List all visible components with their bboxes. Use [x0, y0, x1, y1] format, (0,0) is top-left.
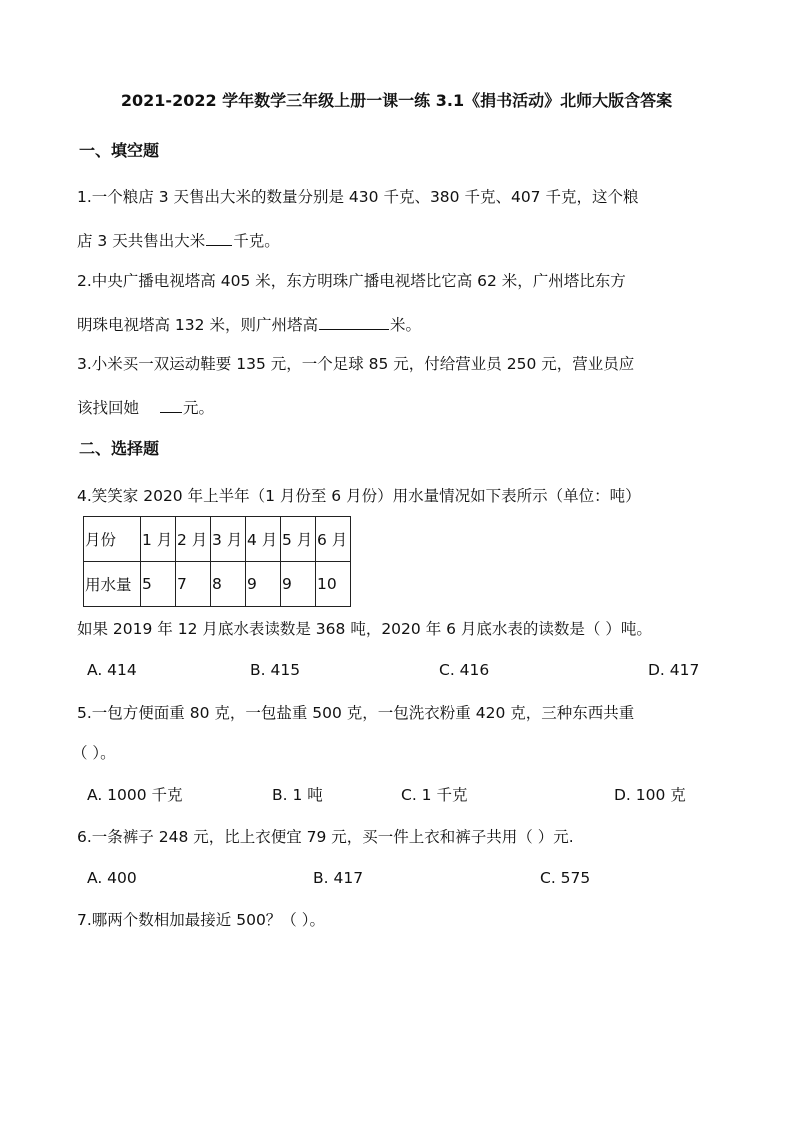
- table-cell: 5: [141, 562, 176, 607]
- table-cell: 7: [176, 562, 211, 607]
- q5-option-b[interactable]: B. 1 吨: [272, 786, 323, 804]
- table-cell: 8: [211, 562, 246, 607]
- question-3-line-2: [77, 396, 214, 418]
- table-cell: 10: [316, 562, 351, 607]
- question-3-text-after-blank: 元。: [183, 399, 215, 417]
- question-2-text-before-blank: 明珠电视塔高 132 米，则广州塔高: [77, 316, 318, 334]
- question-1-text-before-blank: 店 3 天共售出大米: [77, 232, 206, 250]
- answer-blank-3[interactable]: [160, 396, 182, 413]
- question-2-line-2: [77, 313, 421, 335]
- table-header-row: [84, 517, 351, 562]
- question-5-line-1: 5.一包方便面重 80 克，一包盐重 500 克，一包洗衣粉重 420 克，三种东西共重: [77, 704, 635, 722]
- table-cell: 1 月: [141, 517, 176, 562]
- table-cell: 2 月: [176, 517, 211, 562]
- section-multiple-choice-heading: 二、选择题: [79, 439, 160, 458]
- question-2-text-after-blank: 米。: [389, 316, 421, 334]
- table-cell: 6 月: [316, 517, 351, 562]
- q6-option-c[interactable]: C. 575: [540, 869, 591, 887]
- table-cell: 9: [281, 562, 316, 607]
- question-4-question: 如果 2019 年 12 月底水表读数是 368 吨，2020 年 6 月底水表的读数是（ ）吨。: [77, 620, 652, 638]
- q4-option-b[interactable]: B. 415: [250, 661, 301, 679]
- q5-option-c[interactable]: C. 1 千克: [401, 786, 468, 804]
- table-cell: 3 月: [211, 517, 246, 562]
- q4-option-d[interactable]: D. 417: [648, 661, 700, 679]
- table-cell: 9: [246, 562, 281, 607]
- water-usage-table: [83, 516, 351, 607]
- q5-option-d[interactable]: D. 100 克: [614, 786, 686, 804]
- question-2-line-1: 2.中央广播电视塔高 405 米，东方明珠广播电视塔比它高 62 米，广州塔比东方: [77, 272, 626, 290]
- q4-option-c[interactable]: C. 416: [439, 661, 490, 679]
- question-1-text-after-blank: 千克。: [233, 232, 280, 250]
- table-row: [84, 562, 351, 607]
- question-1-line-1: 1.一个粮店 3 天售出大米的数量分别是 430 千克、380 千克、407 千克，这个粮: [77, 188, 639, 206]
- table-cell: 月份: [84, 517, 141, 562]
- section-fill-blank-heading: 一、填空题: [79, 141, 160, 160]
- question-4-stem: 4.笑笑家 2020 年上半年（1 月份至 6 月份）用水量情况如下表所示（单位：吨）: [77, 487, 641, 505]
- question-3-line-1: 3.小米买一双运动鞋要 135 元，一个足球 85 元，付给营业员 250 元，营业员应: [77, 355, 635, 373]
- table-cell: 4 月: [246, 517, 281, 562]
- table-cell: 用水量: [84, 562, 141, 607]
- question-6-line-1: 6.一条裤子 248 元，比上衣便宜 79 元，买一件上衣和裤子共用（ ）元.: [77, 828, 574, 846]
- question-7-line-1: 7.哪两个数相加最接近 500？（ ）。: [77, 911, 325, 929]
- q5-option-a[interactable]: A. 1000 千克: [87, 786, 183, 804]
- q6-option-a[interactable]: A. 400: [87, 869, 137, 887]
- question-5-line-2: （ ）。: [72, 744, 116, 762]
- answer-blank-2[interactable]: [319, 313, 389, 330]
- q4-option-a[interactable]: A. 414: [87, 661, 137, 679]
- document-title: 2021-2022 学年数学三年级上册一课一练 3.1《捐书活动》北师大版含答案: [120, 91, 673, 110]
- table-cell: 5 月: [281, 517, 316, 562]
- question-3-text-before-blank: 该找回她: [77, 399, 140, 417]
- answer-blank-1[interactable]: [206, 229, 232, 246]
- question-1-line-2: [77, 229, 280, 251]
- q6-option-b[interactable]: B. 417: [313, 869, 364, 887]
